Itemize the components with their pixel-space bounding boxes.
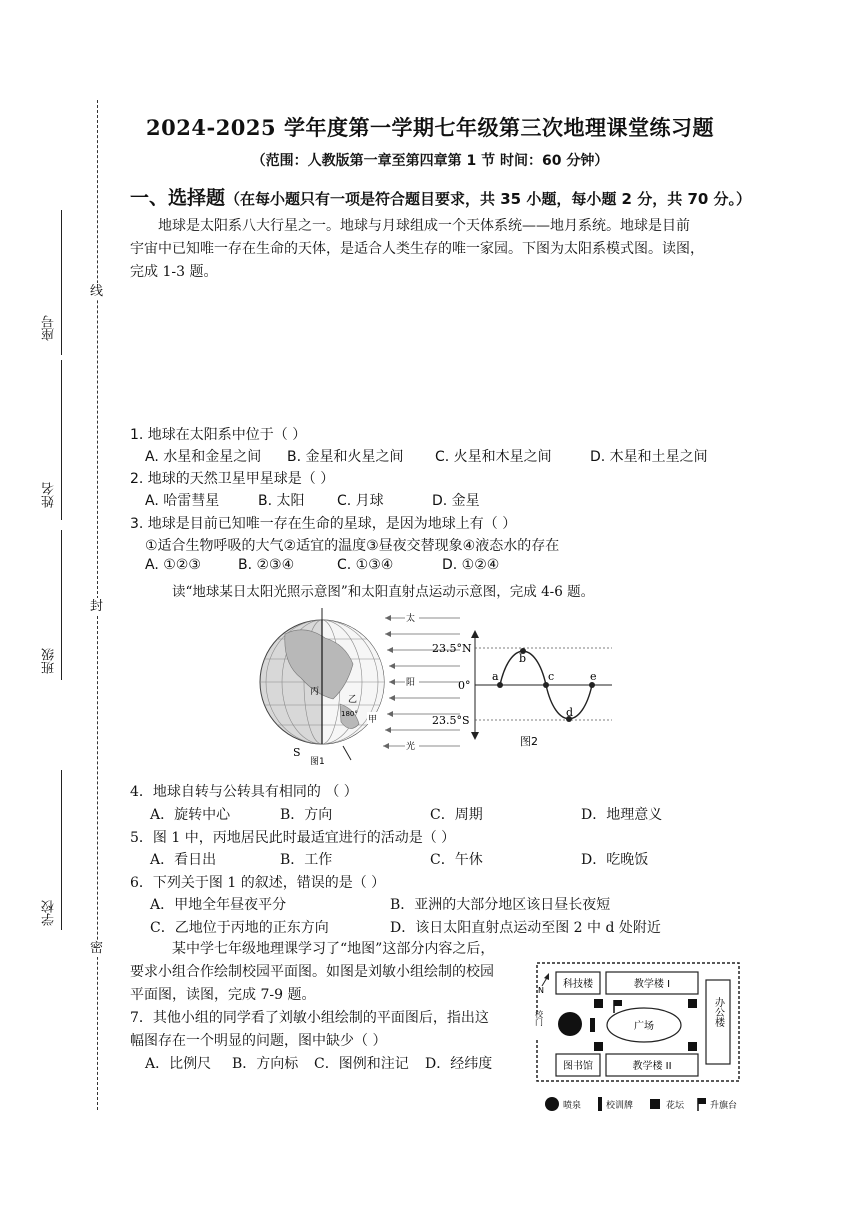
exam-subtitle: （范围：人教版第一章至第四章第 1 节 时间：60 分钟） [251,153,609,169]
q3-option-d[interactable]: D. ①②④ [442,557,500,573]
q4-option-c[interactable]: C．周期 [430,807,483,823]
intro1-line3: 完成 1-3 题。 [130,264,218,280]
exam-title: 2024-2025 学年度第一学期七年级第三次地理课堂练习题 [146,115,714,140]
fig1-s-pole-label: S [293,746,301,759]
q4-stem: 4．地球自转与公转具有相同的 （ ） [130,784,358,800]
q7-stem-line2: 幅图存在一个明显的问题，图中缺少（ ） [130,1033,387,1049]
campus-teach-building-2: 教学楼 II [632,1061,672,1072]
fig2-point-c: c [548,670,555,683]
name-label: 姓名 [42,482,57,508]
intro3-line2: 要求小组合作绘制校园平面图。如图是刘敏小组绘制的校园 [130,964,494,980]
fig1-yi-label: 乙 [348,695,358,705]
campus-fountain [558,1012,582,1036]
intro3-line3: 平面图，读图，完成 7-9 题。 [130,987,316,1003]
fig2-point-e: e [590,670,597,683]
legend-motto-sign: 校训牌 [606,1101,634,1111]
q3-option-a[interactable]: A. ①②③ [145,557,201,573]
q5-option-c[interactable]: C．午休 [430,852,483,868]
fig1-jia-label: 甲 [368,715,378,725]
fig1-sun-char-1: 太 [406,614,416,624]
fig2-point-b: b [519,652,527,665]
fig2-equator-label: 0° [458,679,471,692]
q5-option-a[interactable]: A．看日出 [150,852,217,868]
q2-option-a[interactable]: A. 哈雷彗星 [145,493,220,509]
campus-flowerbed [594,1042,603,1051]
fig2-point-a: a [492,670,499,683]
figure2-subsolar-motion [430,628,630,750]
seal-char-feng: 封 [90,599,104,614]
school-blank-line[interactable] [61,770,62,930]
q5-option-d[interactable]: D．吃晚饭 [581,852,649,868]
fig2-lat-n-label: 23.5°N [432,642,472,655]
school-label: 学校 [42,900,57,926]
section-title: 一、选择题 [130,187,226,209]
q6-option-c[interactable]: C．乙地位于丙地的正东方向 [150,920,329,936]
intro-passage-1 [130,215,750,284]
q6-option-a[interactable]: A．甲地全年昼夜平分 [150,897,287,913]
q7-option-c[interactable]: C．图例和注记 [314,1056,409,1072]
campus-square: 广场 [634,1021,654,1032]
q5-option-b[interactable]: B．工作 [280,852,333,868]
q7-stem-line1: 7．其他小组的同学看了刘敏小组绘制的平面图后，指出这 [130,1010,489,1026]
q2-stem: 2. 地球的天然卫星甲星球是（ ） [130,471,335,487]
q4-option-b[interactable]: B．方向 [280,807,333,823]
q6-option-d[interactable]: D．该日太阳直射点运动至图 2 中 d 处附近 [390,920,661,936]
intro1-line1: 地球是太阳系八大行星之一。地球与月球组成一个天体系统——地月系统。地球是目前 [158,218,690,234]
q6-option-b[interactable]: B．亚洲的大部分地区该日昼长夜短 [390,897,611,913]
q6-stem: 6．下列关于图 1 的叙述，错误的是（ ） [130,875,386,891]
campus-office-building: 办公楼 [712,997,724,1027]
q1-option-a[interactable]: A. 水星和金星之间 [145,449,262,465]
campus-flowerbed [688,999,697,1008]
q1-option-d[interactable]: D. 木星和土星之间 [590,449,708,465]
intro3-line1: 某中学七年级地理课学习了“地图”这部分内容之后， [172,941,495,957]
legend-flagpole: 升旗台 [710,1101,738,1111]
fig1-sun-char-2: 阳 [406,678,416,688]
fig2-caption: 图2 [520,735,538,748]
seal-char-xian: 线 [90,284,104,299]
fig1-lon-label: 180° [341,710,358,718]
fig2-lat-s-label: 23.5°S [432,714,470,727]
seat-blank-line[interactable] [61,210,62,355]
q4-option-a[interactable]: A．旋转中心 [150,807,231,823]
q3-option-c[interactable]: C. ①③④ [337,557,394,573]
q1-option-c[interactable]: C. 火星和木星之间 [435,449,552,465]
fig1-caption: 图1 [310,757,325,766]
campus-tech-building: 科技楼 [563,979,593,990]
campus-library: 图书馆 [563,1061,593,1072]
campus-motto-sign [590,1018,595,1032]
legend-flowerbed: 花坛 [666,1101,685,1111]
seal-char-mi: 密 [90,941,104,956]
q2-option-c[interactable]: C. 月球 [337,493,384,509]
campus-flagpole [614,1000,622,1006]
campus-gate: 校门 [534,1010,544,1026]
section-note: （在每小题只有一项是符合题目要求，共 35 小题，每小题 2 分，共 70 分。） [225,190,752,208]
q5-stem: 5．图 1 中，丙地居民此时最适宜进行的活动是（ ） [130,830,456,846]
campus-north-label: N [538,986,544,995]
intro1-line2: 宇宙中已知唯一存在生命的天体，是适合人类生存的唯一家园。下图为太阳系模式图。读图， [130,241,704,257]
intro-passage-2: 读“地球某日太阳光照示意图”和太阳直射点运动示意图，完成 4-6 题。 [172,584,595,600]
section-heading [130,183,751,210]
legend-fountain: 喷泉 [563,1101,582,1111]
campus-flowerbed [688,1042,697,1051]
seat-label: 座号 [42,315,57,341]
q3-option-b[interactable]: B. ②③④ [238,557,295,573]
class-label: 班级 [42,648,57,674]
q1-stem: 1. 地球在太阳系中位于（ ） [130,427,307,443]
q1-option-b[interactable]: B. 金星和火星之间 [287,449,404,465]
fig2-point-d: d [566,706,574,719]
campus-flowerbed [594,999,603,1008]
fig1-bing-label: 丙 [310,687,320,697]
q7-option-b[interactable]: B．方向标 [232,1056,299,1072]
name-blank-line[interactable] [61,360,62,520]
q7-option-d[interactable]: D．经纬度 [425,1056,493,1072]
q3-statements: ①适合生物呼吸的大气②适宜的温度③昼夜交替现象④液态水的存在 [145,538,560,554]
campus-plan-map [532,958,746,1116]
q4-option-d[interactable]: D．地理意义 [581,807,663,823]
fig1-sun-char-3: 光 [406,742,416,752]
q7-option-a[interactable]: A．比例尺 [145,1056,212,1072]
class-blank-line[interactable] [61,530,62,680]
q2-option-b[interactable]: B. 太阳 [258,493,305,509]
campus-teach-building-1: 教学楼 I [633,979,671,990]
q3-stem: 3. 地球是目前已知唯一存在生命的星球，是因为地球上有（ ） [130,516,517,532]
intro-passage-3 [130,938,530,1007]
q2-option-d[interactable]: D. 金星 [432,493,480,509]
